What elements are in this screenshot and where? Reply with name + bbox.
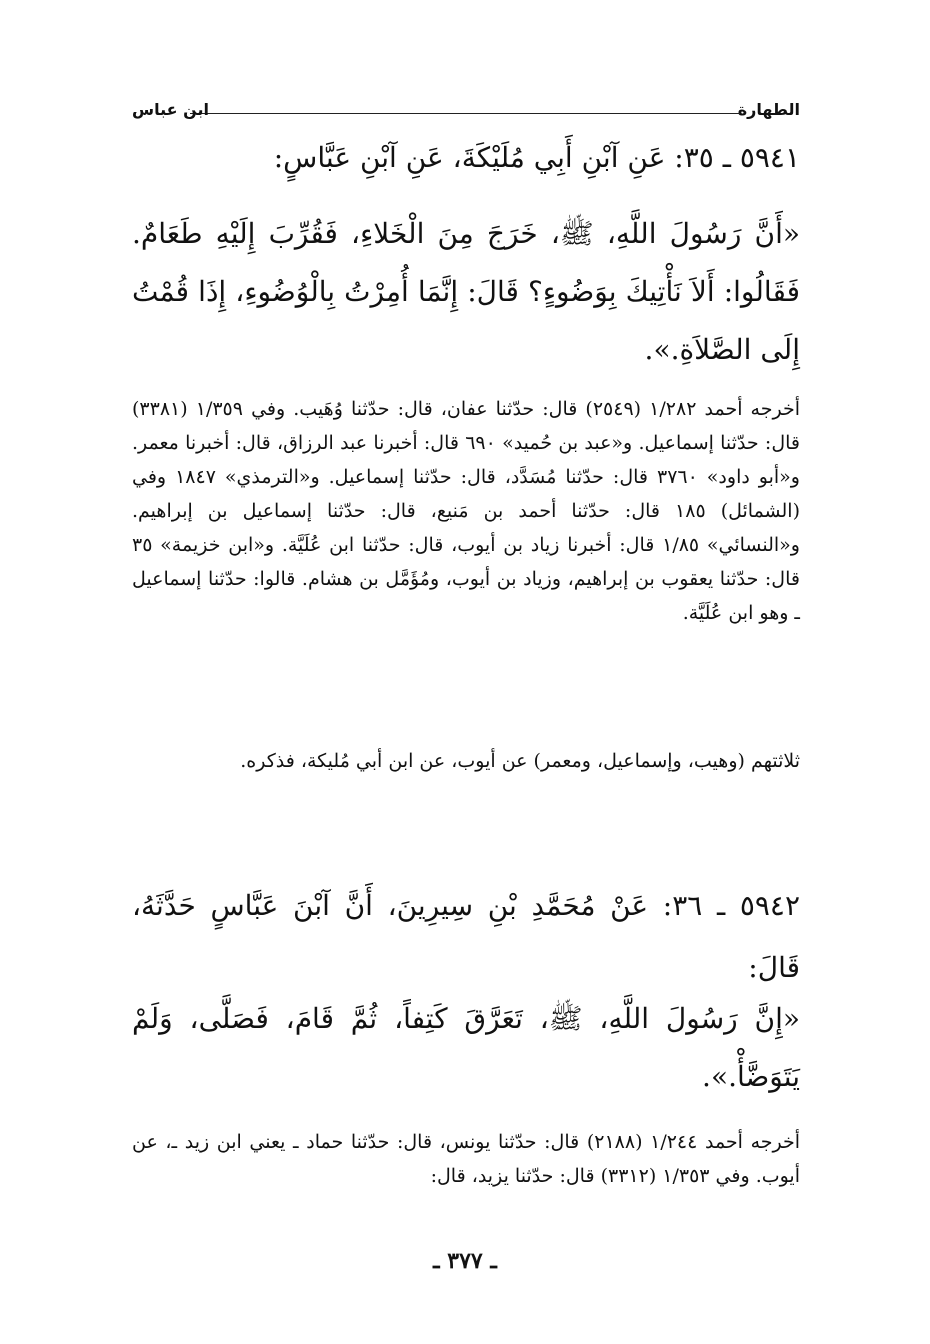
header-rule [190, 113, 740, 114]
hadith-5942-heading: ٥٩٤٢ ـ ٣٦: عَنْ مُحَمَّدِ بْنِ سِيرِينَ، أَنَّ آبْنَ عَبَّاسٍ حَدَّثَهُ، قَالَ: [132, 889, 800, 984]
hadith-5941-heading: ٥٩٤١ ـ ٣٥: عَنِ آبْنِ أَبِي مُلَيْكَةَ، عَنِ آبْنِ عَبَّاسٍ: [273, 141, 800, 174]
hadith-5941-takhrij-summary: ثلاثتهم (وهيب، وإسماعيل، ومعمر) عن أيوب، عن ابن أبي مُليكة، فذكره. [240, 750, 800, 772]
hadith-5942-takhrij: أخرجه أحمد ١/٢٤٤ (٢١٨٨) قال: حدّثنا يونس، قال: حدّثنا حماد ـ يعني ابن زيد ـ، عن أيوب. وفي ١/٣٥٣ (٣٣١٢) قال: حدّثنا يزيد، قال: [132, 1131, 801, 1187]
hadith-5941-takhrij: أخرجه أحمد ١/٢٨٢ (٢٥٤٩) قال: حدّثنا عفان، قال: حدّثنا وُهَيب. وفي ١/٣٥٩ (٣٣٨١) قال: حدّثنا إسماعيل. و«عبد بن حُميد» ٦٩٠ قال: أخبرنا عبد الرزاق، قال: أخبرنا معمر. و«أبو داود» ٣٧٦٠ قال: حدّثنا مُسَدَّد، قال: حدّثنا إسماعيل. و«الترمذي» ١٨٤٧ وفي (الشمائل) ١٨٥ قال: حدّثنا أحمد بن مَنيع، قال: حدّثنا إسماعيل بن إبراهيم. و«النسائي» ١/٨٥ قال: أخبرنا زياد بن أيوب، قال: حدّثنا ابن عُلَيَّة. و«ابن خزيمة» ٣٥ قال: حدّثنا يعقوب بن إبراهيم، وزياد بن أيوب، ومُؤَمَّل بن هشام. قالوا: حدّثنا إسماعيل ـ وهو ابن عُلَيَّة. [132, 398, 800, 624]
running-header [132, 100, 800, 124]
narrator-title: ابن عباس [132, 100, 210, 119]
hadith-5941-text: «أَنَّ رَسُولَ اللَّهِ، ﷺ، خَرَجَ مِنَ الْخَلاءِ، فَقُرِّبَ إِلَيْهِ طَعَامٌ. فَقَالُوا: أَلاَ نَأْتِيكَ بِوَضُوءٍ؟ قَالَ: إِنَّمَا أُمِرْتُ بِالْوُضُوءِ، إِذَا قُمْتُ إِلَى الصَّلاَةِ.». [132, 217, 800, 366]
page-number: ـ ٣٧٧ ـ [433, 1248, 497, 1274]
hadith-5942-text: «إِنَّ رَسُولَ اللَّهِ، ﷺ، تَعَرَّقَ كَتِفاً، ثُمَّ قَامَ، فَصَلَّى، وَلَمْ يَتَوَضَّأْ.». [132, 1002, 800, 1093]
chapter-title: الطهارة [737, 100, 800, 119]
